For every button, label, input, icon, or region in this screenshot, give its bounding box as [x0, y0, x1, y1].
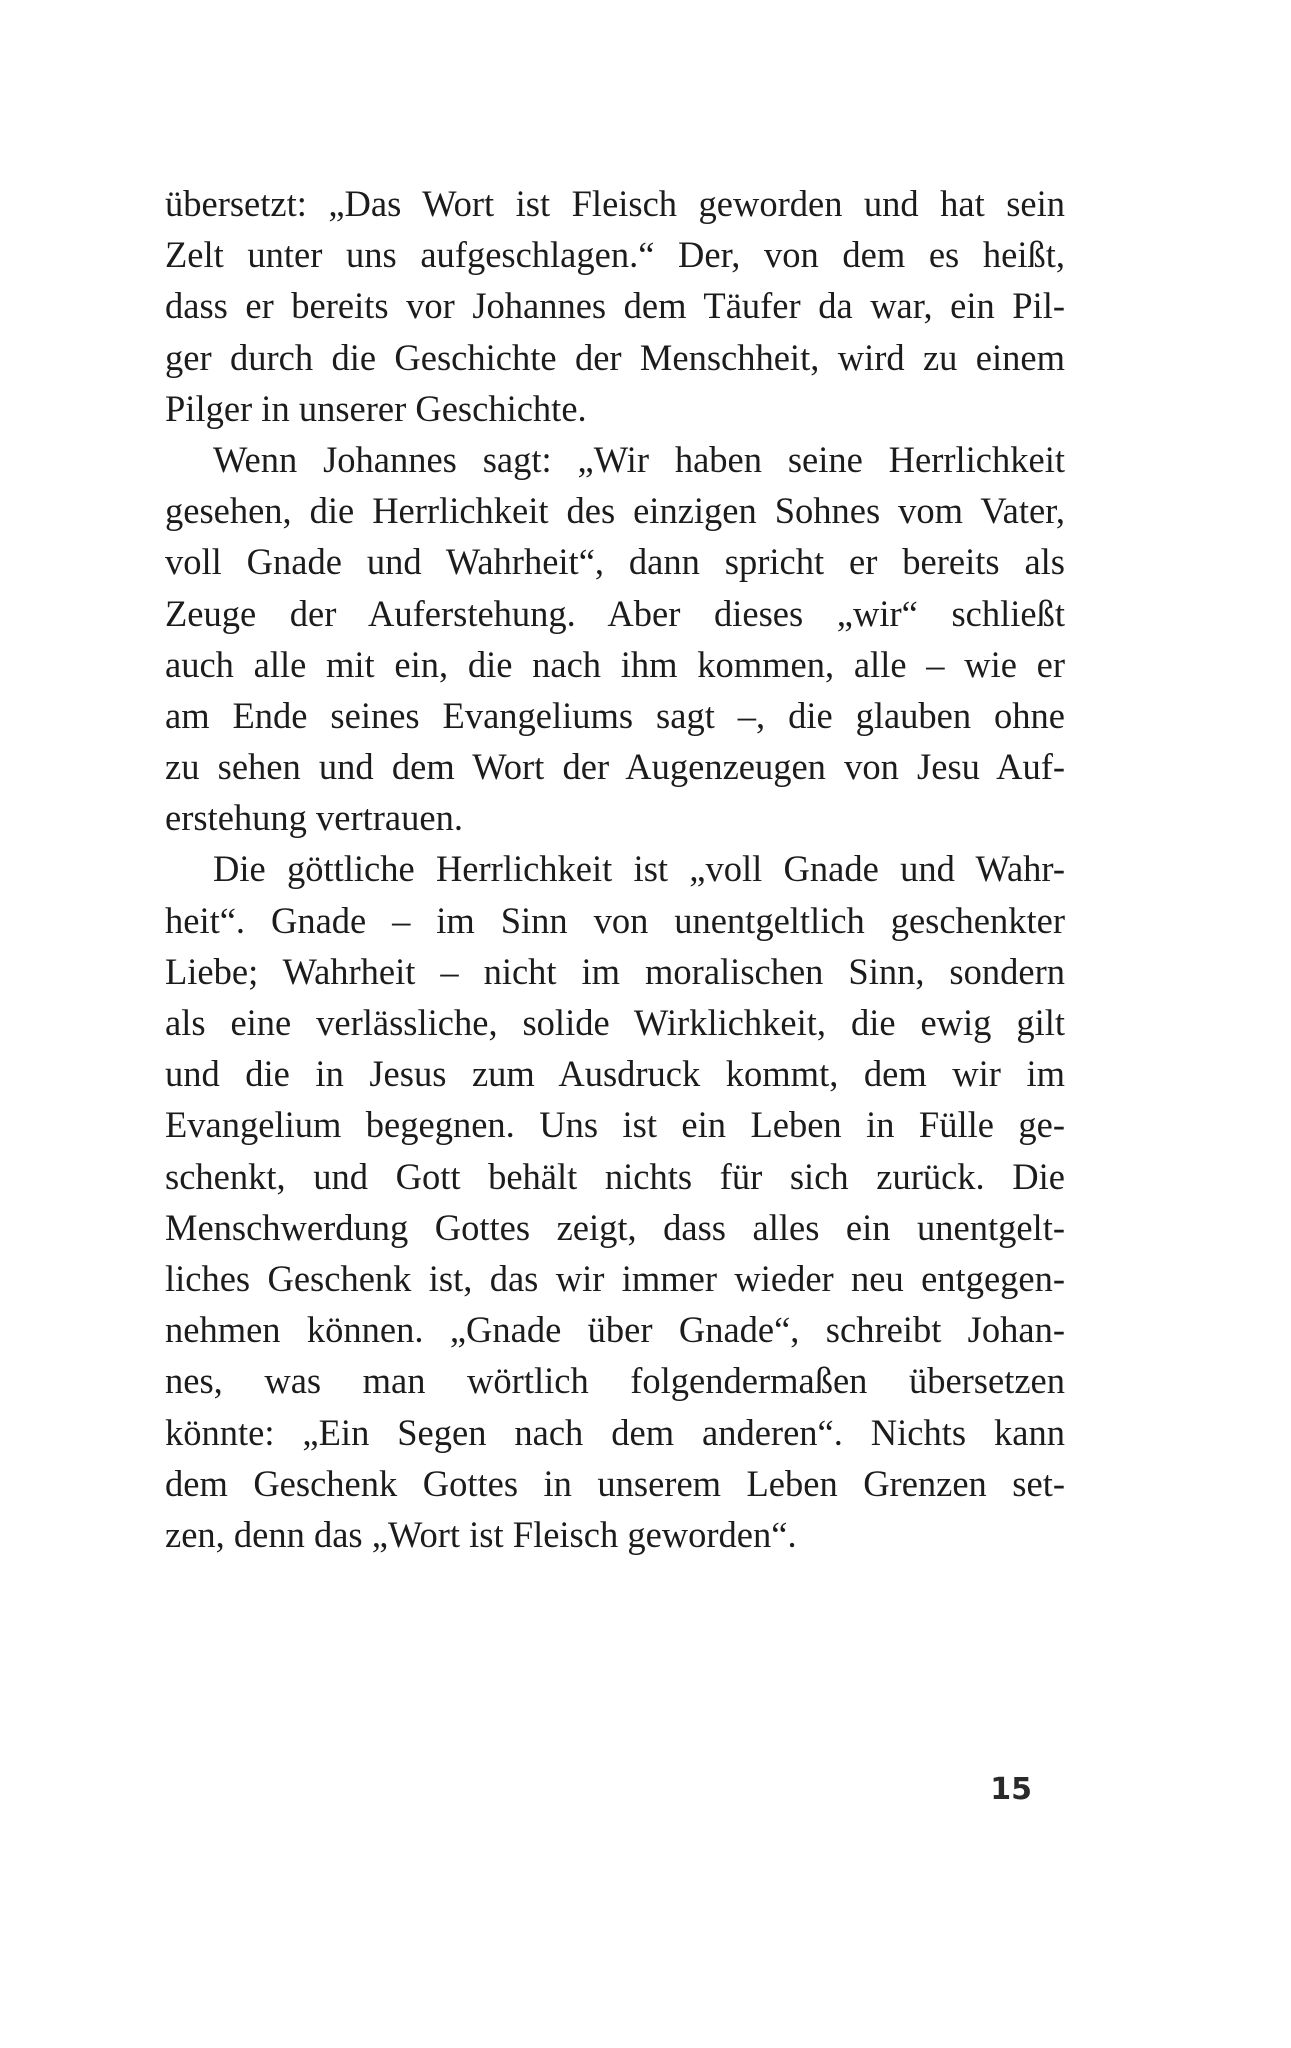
text-line: Liebe; Wahrheit – nicht im moralischen Sinn, sondern [165, 950, 1065, 992]
text-line: dem Geschenk Gottes in unserem Leben Grenzen set- [165, 1462, 1065, 1504]
text-line: auch alle mit ein, die nach ihm kommen, alle – wie er [165, 643, 1065, 685]
text-line: und die in Jesus zum Ausdruck kommt, dem wir im [165, 1053, 1065, 1095]
text-line: Evangelium begegnen. Uns ist ein Leben in Fülle ge- [165, 1104, 1065, 1146]
body-text [165, 178, 1065, 1560]
text-line: nehmen können. „Gnade über Gnade“, schreibt Johan- [165, 1309, 1065, 1351]
text-line: Pilger in unserer Geschichte. [165, 387, 587, 429]
text-line: könnte: „Ein Segen nach dem anderen“. Nichts kann [165, 1411, 1065, 1453]
text-line: gesehen, die Herrlichkeit des einzigen Sohnes vom Vater, [165, 490, 1065, 532]
text-line: zu sehen und dem Wort der Augenzeugen von Jesu Auf- [165, 746, 1065, 788]
text-line: ger durch die Geschichte der Menschheit, wird zu einem [165, 336, 1065, 378]
text-line: dass er bereits vor Johannes dem Täufer da war, ein Pil- [165, 285, 1065, 327]
text-line: erstehung vertrauen. [165, 797, 463, 839]
text-line: schenkt, und Gott behält nichts für sich zurück. Die [165, 1155, 1065, 1197]
text-line: nes, was man wörtlich folgendermaßen übersetzen [165, 1360, 1065, 1402]
text-line: liches Geschenk ist, das wir immer wieder neu entgegen- [165, 1257, 1065, 1299]
text-line: Menschwerdung Gottes zeigt, dass alles ein unentgelt- [165, 1206, 1065, 1248]
page-number: 15 [990, 1772, 1032, 1807]
text-line: am Ende seines Evangeliums sagt –, die glauben ohne [165, 694, 1065, 736]
text-line: heit“. Gnade – im Sinn von unentgeltlich geschenkter [165, 899, 1065, 941]
text-line: als eine verlässliche, solide Wirklichkeit, die ewig gilt [165, 1002, 1065, 1043]
text-line: Zeuge der Auferstehung. Aber dieses „wir“ schließt [165, 592, 1065, 634]
text-line: voll Gnade und Wahrheit“, dann spricht er bereits als [165, 541, 1065, 583]
text-line: Zelt unter uns aufgeschlagen.“ Der, von dem es heißt, [165, 234, 1065, 276]
text-line: übersetzt: „Das Wort ist Fleisch geworden und hat sein [165, 183, 1065, 224]
text-line: Wenn Johannes sagt: „Wir haben seine Herrlichkeit [213, 438, 1065, 480]
text-line: zen, denn das „Wort ist Fleisch geworden“. [165, 1513, 797, 1555]
text-line: Die göttliche Herrlichkeit ist „voll Gnade und Wahr- [213, 848, 1065, 890]
